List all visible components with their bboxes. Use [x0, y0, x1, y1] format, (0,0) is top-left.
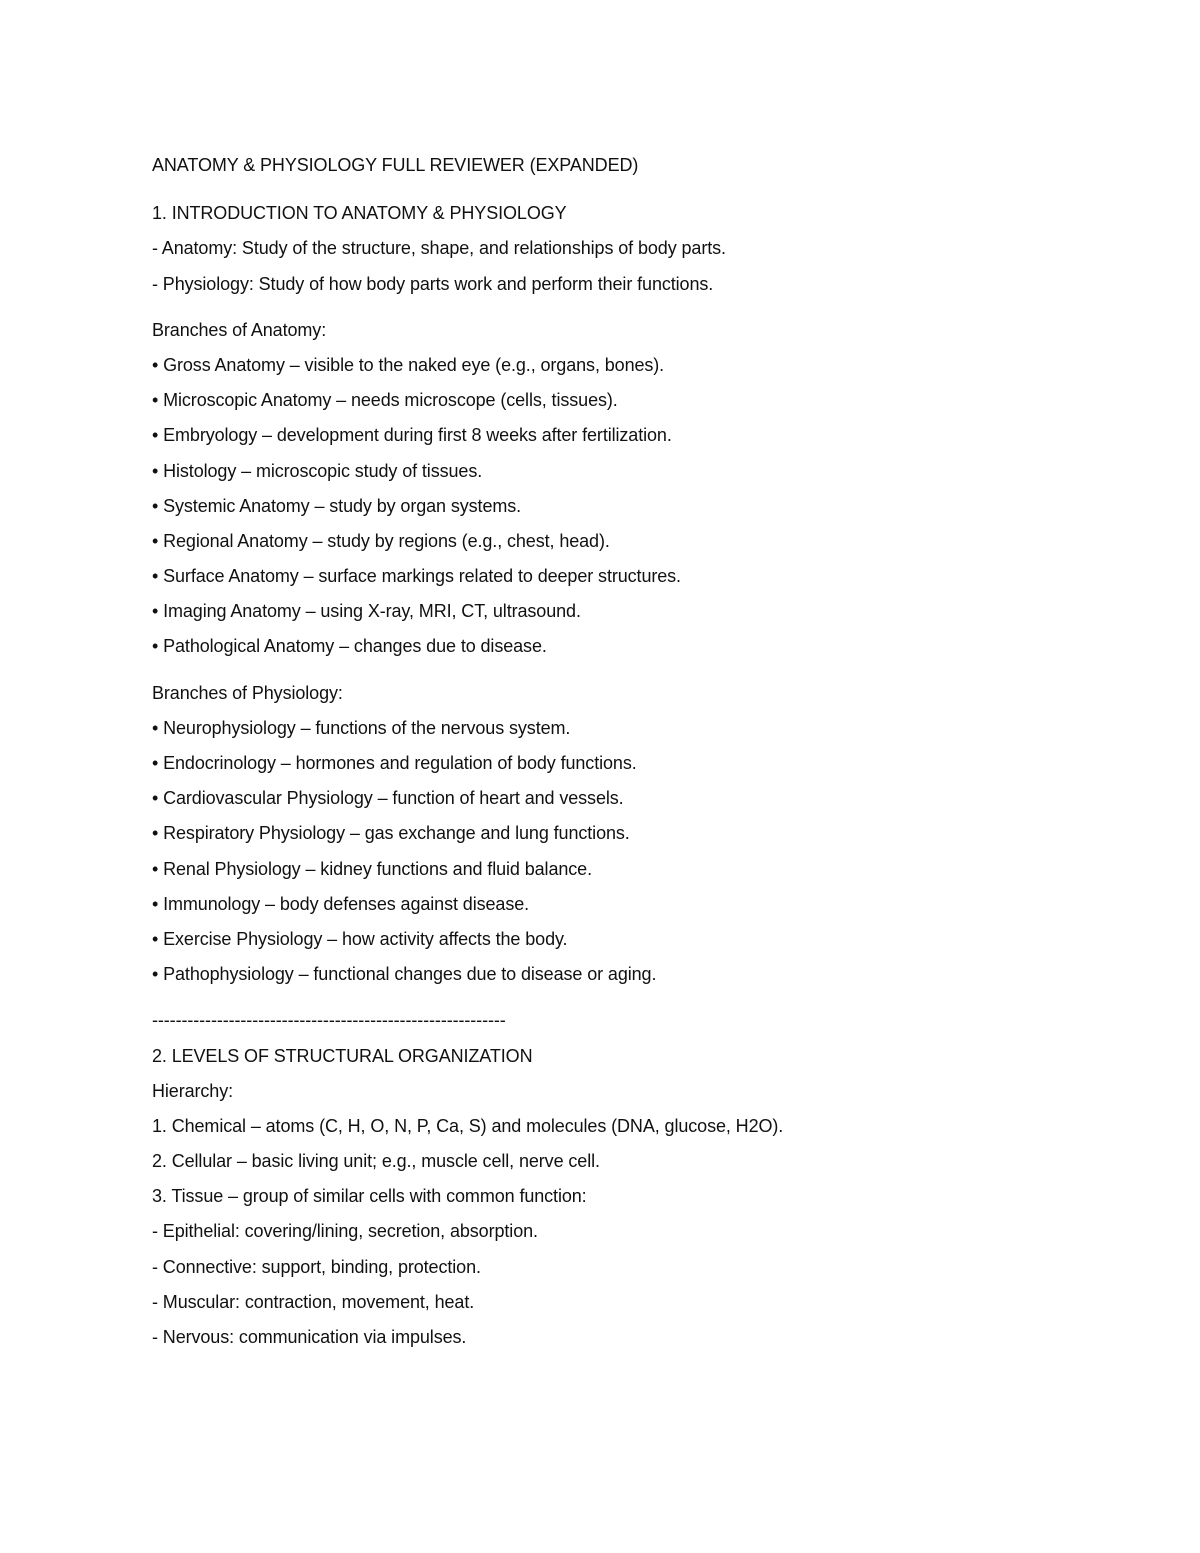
tissue-type-item: - Muscular: contraction, movement, heat.	[152, 1291, 475, 1312]
physiology-branch-item: • Endocrinology – hormones and regulation of body functions.	[152, 753, 637, 773]
physiology-branch-item: • Respiratory Physiology – gas exchange and lung functions.	[152, 823, 630, 844]
tissue-type-item: - Connective: support, binding, protection.	[152, 1256, 481, 1277]
physiology-branch-item: • Cardiovascular Physiology – function of heart and vessels.	[152, 788, 624, 809]
hierarchy-item: 1. Chemical – atoms (C, H, O, N, P, Ca, S) and molecules (DNA, glucose, H2O).	[152, 1115, 784, 1136]
tissue-type-item: - Epithelial: covering/lining, secretion, absorption.	[152, 1221, 538, 1242]
physiology-branch-item: • Renal Physiology – kidney functions and fluid balance.	[152, 858, 592, 879]
physiology-branch-item: • Pathophysiology – functional changes due to disease or aging.	[152, 964, 657, 985]
anatomy-branch-item: • Regional Anatomy – study by regions (e.g., chest, head).	[152, 530, 610, 551]
tissue-type-item: - Nervous: communication via impulses.	[152, 1327, 467, 1347]
definition-physiology: - Physiology: Study of how body parts work and perform their functions.	[152, 273, 714, 294]
anatomy-branch-item: • Systemic Anatomy – study by organ systems.	[152, 495, 522, 516]
document-title: ANATOMY & PHYSIOLOGY FULL REVIEWER (EXPANDED)	[152, 155, 639, 175]
document-body	[152, 152, 1112, 1359]
anatomy-branch-item: • Gross Anatomy – visible to the naked eye (e.g., organs, bones).	[152, 354, 665, 375]
hierarchy-item: 2. Cellular – basic living unit; e.g., muscle cell, nerve cell.	[152, 1151, 600, 1172]
physiology-branch-item: • Exercise Physiology – how activity affects the body.	[152, 928, 568, 949]
anatomy-branch-item: • Surface Anatomy – surface markings related to deeper structures.	[152, 566, 681, 587]
anatomy-branches-heading: Branches of Anatomy:	[152, 319, 327, 340]
anatomy-branch-item: • Histology – microscopic study of tissues.	[152, 460, 483, 481]
definition-anatomy: - Anatomy: Study of the structure, shape, and relationships of body parts.	[152, 238, 726, 259]
anatomy-branch-item: • Microscopic Anatomy – needs microscope (cells, tissues).	[152, 390, 618, 411]
section-1-heading: 1. INTRODUCTION TO ANATOMY & PHYSIOLOGY	[152, 203, 567, 224]
anatomy-branch-item: • Embryology – development during first 8 weeks after fertilization.	[152, 425, 672, 446]
physiology-branch-item: • Neurophysiology – functions of the nervous system.	[152, 717, 571, 738]
hierarchy-label: Hierarchy:	[152, 1080, 234, 1101]
section-2-heading: 2. LEVELS OF STRUCTURAL ORGANIZATION	[152, 1045, 533, 1066]
physiology-branches-heading: Branches of Physiology:	[152, 682, 343, 703]
anatomy-branch-item: • Pathological Anatomy – changes due to disease.	[152, 636, 547, 657]
anatomy-branch-item: • Imaging Anatomy – using X-ray, MRI, CT, ultrasound.	[152, 601, 581, 622]
physiology-branch-item: • Immunology – body defenses against disease.	[152, 893, 530, 914]
section-separator: ------------------------------------------------------------	[152, 1010, 506, 1031]
hierarchy-item: 3. Tissue – group of similar cells with common function:	[152, 1186, 587, 1207]
